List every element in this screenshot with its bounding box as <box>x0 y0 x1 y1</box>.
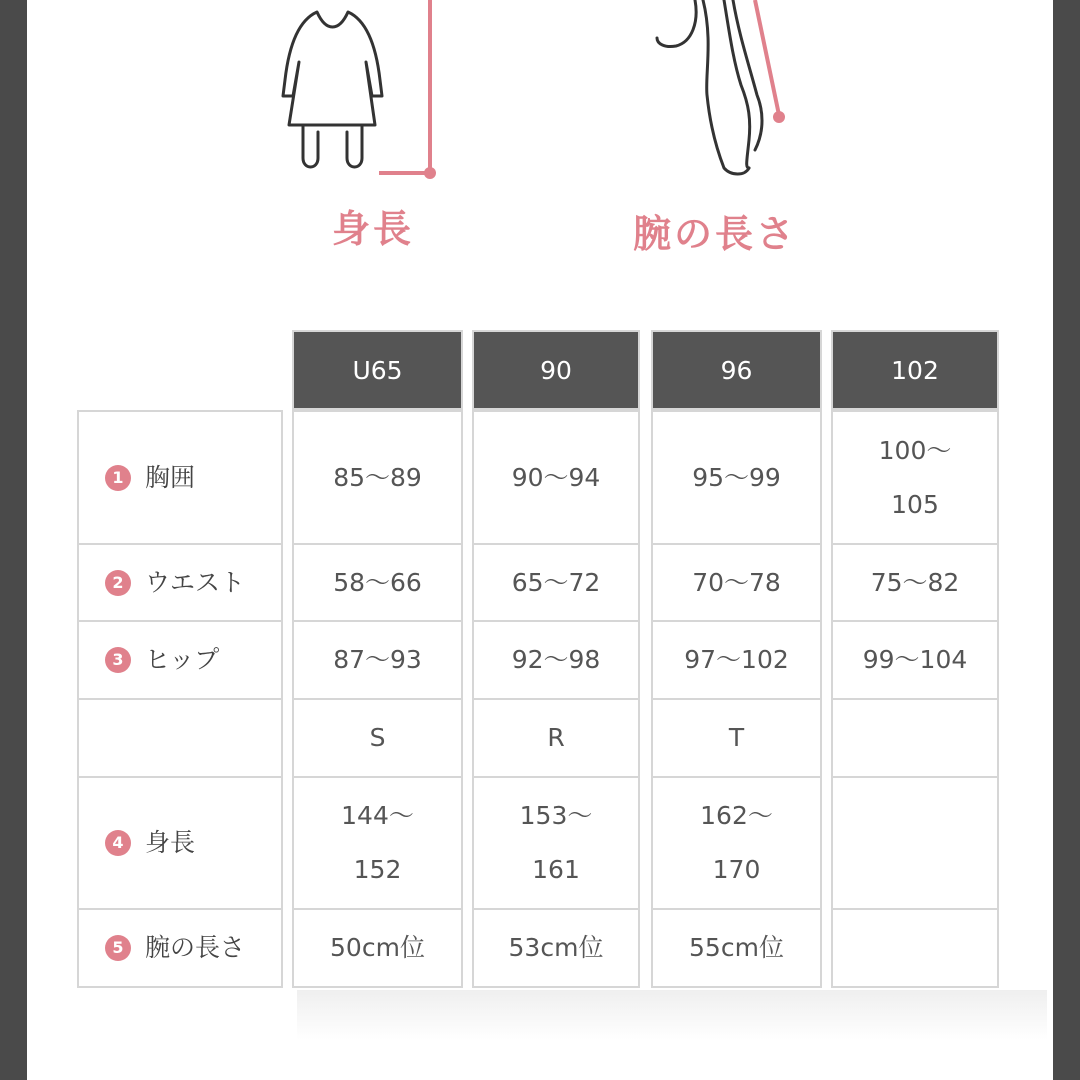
cell-value: 65〜72 <box>511 567 601 597</box>
table-cell <box>292 776 463 910</box>
table-cell <box>292 908 463 988</box>
cell-value: 92〜98 <box>511 645 601 674</box>
table-cell <box>651 908 822 988</box>
table-cell <box>472 776 640 910</box>
row-label <box>77 543 283 622</box>
row-number-badge: 5 <box>105 935 131 961</box>
cell-value: 55cm位 <box>689 933 784 962</box>
illustration-area <box>27 0 1053 260</box>
row-label <box>77 410 283 545</box>
cell-value: R <box>547 723 565 752</box>
table-cell <box>292 543 463 622</box>
table-cell <box>292 620 463 700</box>
row-number-badge: 1 <box>105 465 131 491</box>
table-cell <box>831 620 999 700</box>
row-label-text: 身長 <box>145 828 196 857</box>
table-cell <box>831 410 999 545</box>
cell-value: 70〜78 <box>692 567 781 597</box>
cell-value: 162〜 <box>700 801 773 830</box>
row-label <box>77 776 283 910</box>
column-header: U65 <box>292 330 463 410</box>
dress-figure-icon <box>283 12 382 167</box>
cell-value: 95〜99 <box>692 462 781 492</box>
table-cell <box>472 698 640 778</box>
row-label-text: ウエスト <box>145 567 246 597</box>
row-label <box>77 698 283 778</box>
column-header: 102 <box>831 330 999 410</box>
cell-value: T <box>728 723 745 752</box>
column-header: 96 <box>651 330 822 410</box>
cell-value: 170 <box>712 855 761 884</box>
cell-value: 53cm位 <box>508 933 604 962</box>
height-caption: 身長 <box>332 207 415 251</box>
cell-value: 100〜 <box>878 435 952 465</box>
table-cell <box>831 543 999 622</box>
cell-value: 153〜 <box>519 801 593 830</box>
row-number-badge: 4 <box>105 830 131 856</box>
row-number-badge: 2 <box>105 570 131 596</box>
bottom-shadow <box>297 990 1047 1040</box>
cell-value: 85〜89 <box>333 462 422 492</box>
table-cell <box>831 698 999 778</box>
row-label-text: 腕の長さ <box>145 933 246 962</box>
table-cell <box>831 908 999 988</box>
table-cell <box>651 410 822 545</box>
table-cell <box>472 908 640 988</box>
cell-value: 99〜104 <box>862 645 968 674</box>
table-cell <box>651 698 822 778</box>
row-label-text: ヒップ <box>145 645 220 674</box>
cell-value: 144〜 <box>341 801 414 830</box>
table-cell <box>831 776 999 910</box>
cell-value: 105 <box>891 489 939 519</box>
cell-value: 75〜82 <box>870 567 960 597</box>
table-cell <box>472 543 640 622</box>
height-measure-line <box>379 0 436 179</box>
arm-figure-icon <box>657 0 762 174</box>
table-cell <box>651 776 822 910</box>
row-label <box>77 620 283 700</box>
table-cell <box>651 543 822 622</box>
arm-length-caption: 腕の長さ <box>633 212 798 256</box>
table-cell <box>292 698 463 778</box>
cell-value: 87〜93 <box>333 645 422 674</box>
row-label-text: 胸囲 <box>145 462 196 492</box>
column-header: 90 <box>472 330 640 410</box>
cell-value: 58〜66 <box>333 567 422 597</box>
row-number-badge: 3 <box>105 647 131 673</box>
cell-value: 50cm位 <box>330 933 425 962</box>
table-cell <box>472 620 640 700</box>
cell-value: 90〜94 <box>511 462 601 492</box>
table-cell <box>292 410 463 545</box>
cell-value: S <box>369 723 386 752</box>
size-chart-page <box>27 0 1053 1080</box>
cell-value: 97〜102 <box>684 645 789 674</box>
row-label <box>77 908 283 988</box>
cell-value: 152 <box>353 855 402 884</box>
table-cell <box>472 410 640 545</box>
table-cell <box>651 620 822 700</box>
cell-value: 161 <box>532 855 580 884</box>
